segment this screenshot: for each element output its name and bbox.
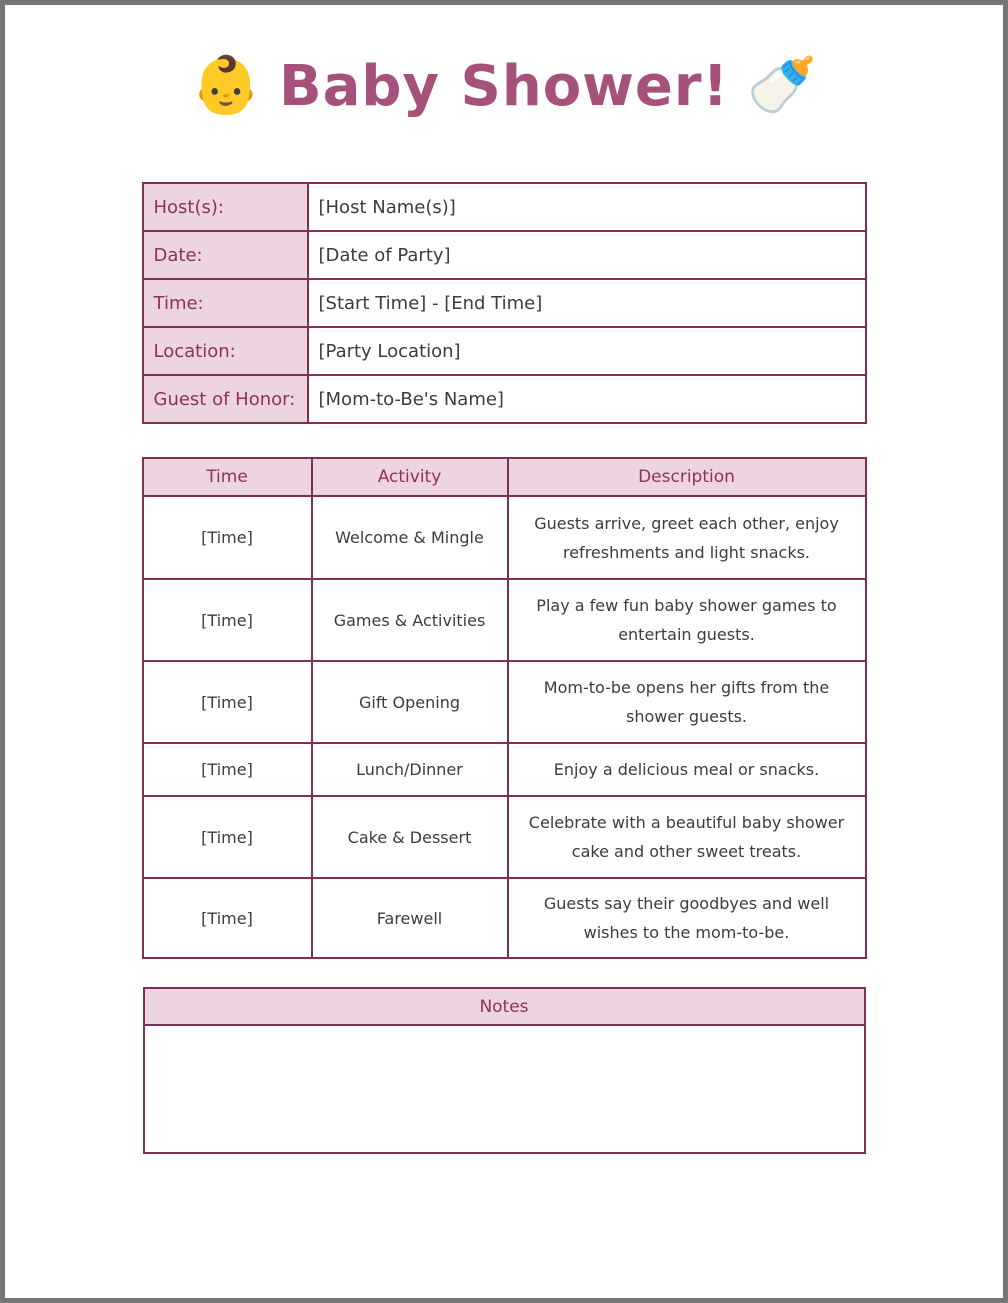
notes-header: Notes: [144, 988, 865, 1025]
detail-label-hosts: Host(s):: [143, 183, 308, 231]
schedule-description-cell: Play a few fun baby shower games to entertain guests.: [508, 579, 866, 661]
schedule-time-cell: [Time]: [143, 661, 312, 743]
schedule-activity-cell: Welcome & Mingle: [312, 496, 508, 579]
schedule-time-cell: [Time]: [143, 796, 312, 878]
column-header-description: Description: [508, 458, 866, 496]
schedule-time-cell: [Time]: [143, 743, 312, 796]
schedule-activity-cell: Gift Opening: [312, 661, 508, 743]
schedule-activity-cell: Games & Activities: [312, 579, 508, 661]
table-row: [143, 231, 866, 279]
notes-header-row: [144, 988, 865, 1025]
column-header-activity: Activity: [312, 458, 508, 496]
notes-body: [144, 1025, 865, 1153]
schedule-header-row: [143, 458, 866, 496]
schedule-description-cell: Celebrate with a beautiful baby shower cake and other sweet treats.: [508, 796, 866, 878]
table-row: [143, 579, 866, 661]
detail-value-date: [Date of Party]: [308, 231, 866, 279]
table-row: [144, 1025, 865, 1153]
column-header-time: Time: [143, 458, 312, 496]
schedule-time-cell: [Time]: [143, 496, 312, 579]
detail-label-date: Date:: [143, 231, 308, 279]
party-details-table: [142, 182, 867, 424]
detail-value-time: [Start Time] - [End Time]: [308, 279, 866, 327]
schedule-table: [142, 457, 867, 959]
schedule-description-cell: Guests arrive, greet each other, enjoy refreshments and light snacks.: [508, 496, 866, 579]
table-row: [143, 375, 866, 423]
detail-value-hosts: [Host Name(s)]: [308, 183, 866, 231]
schedule-activity-cell: Lunch/Dinner: [312, 743, 508, 796]
notes-section: [143, 987, 866, 1154]
table-row: [143, 327, 866, 375]
table-row: [143, 743, 866, 796]
schedule-time-cell: [Time]: [143, 579, 312, 661]
detail-label-time: Time:: [143, 279, 308, 327]
detail-value-guest-of-honor: [Mom-to-Be's Name]: [308, 375, 866, 423]
detail-label-guest-of-honor: Guest of Honor:: [143, 375, 308, 423]
detail-label-location: Location:: [143, 327, 308, 375]
baby-bottle-emoji-icon: 🍼: [747, 53, 817, 118]
table-row: [143, 796, 866, 878]
table-row: [143, 878, 866, 958]
table-row: [143, 279, 866, 327]
schedule-description-cell: Mom-to-be opens her gifts from the shower guests.: [508, 661, 866, 743]
schedule-time-cell: [Time]: [143, 878, 312, 958]
detail-value-location: [Party Location]: [308, 327, 866, 375]
schedule-activity-cell: Farewell: [312, 878, 508, 958]
baby-emoji-icon: 👶: [191, 53, 261, 118]
schedule-description-cell: Guests say their goodbyes and well wishes to the mom-to-be.: [508, 878, 866, 958]
page-title-text: Baby Shower!: [278, 53, 730, 119]
schedule-description-cell: Enjoy a delicious meal or snacks.: [508, 743, 866, 796]
table-row: [143, 183, 866, 231]
page-title: [5, 45, 1003, 127]
table-row: [143, 496, 866, 579]
schedule-activity-cell: Cake & Dessert: [312, 796, 508, 878]
table-row: [143, 661, 866, 743]
